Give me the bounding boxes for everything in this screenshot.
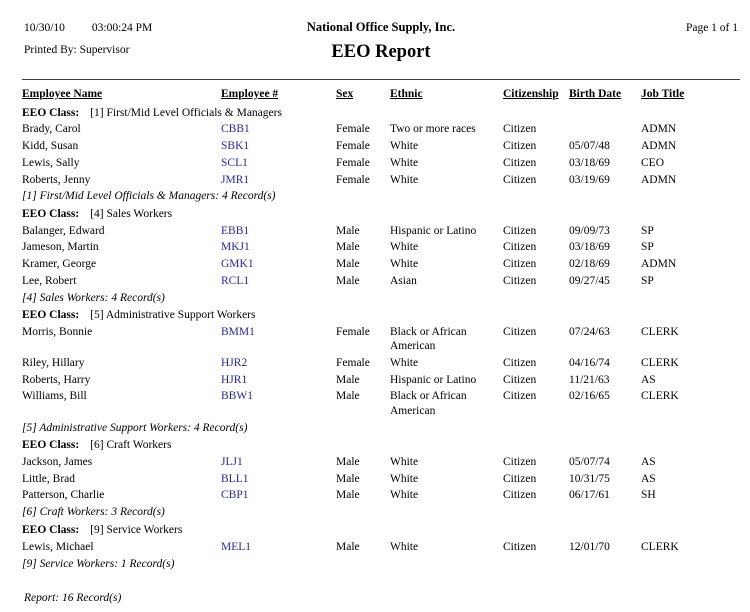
employee-birthdate: 03/19/69 — [569, 173, 610, 186]
employee-birthdate: 07/24/63 — [569, 326, 610, 339]
employee-citizenship: Citizen — [503, 357, 537, 370]
employee-ethnic: White — [390, 540, 419, 553]
col-header-citizenship: Citizenship — [503, 88, 559, 100]
employee-sex: Female — [336, 156, 370, 169]
employee-jobtitle: CEO — [641, 156, 664, 169]
employee-sex: Female — [336, 326, 370, 339]
employee-row — [22, 487, 740, 504]
employee-jobtitle: ADMN — [641, 173, 677, 186]
employee-name: Jameson, Martin — [22, 241, 99, 254]
employee-row — [22, 454, 740, 471]
report-total-summary: Report: 16 Record(s) — [24, 592, 122, 605]
eeo-class-name: [5] Administrative Support Workers — [90, 309, 256, 322]
employee-ethnic: Asian — [390, 274, 417, 287]
printed-by-value: Supervisor — [79, 44, 130, 56]
employee-sex: Female — [336, 357, 370, 370]
report-header — [22, 0, 740, 80]
employee-birthdate: 02/16/65 — [569, 390, 610, 403]
employee-citizenship: Citizen — [503, 489, 537, 502]
employee-ethnic: White — [390, 241, 419, 254]
employee-row — [22, 273, 740, 290]
employee-number-link[interactable]: JLJ1 — [221, 455, 243, 468]
employee-sex: Female — [336, 123, 370, 136]
eeo-class-label: EEO Class: — [22, 106, 80, 119]
employee-name: Lee, Robert — [22, 274, 77, 287]
employee-row — [22, 355, 740, 372]
eeo-class-label: EEO Class: — [22, 523, 80, 536]
employee-number-link[interactable]: MEL1 — [221, 540, 252, 553]
employee-birthdate: 04/16/74 — [569, 357, 610, 370]
employee-number-link[interactable]: GMK1 — [221, 258, 254, 271]
employee-ethnic: White — [390, 258, 419, 271]
employee-birthdate: 12/01/70 — [569, 540, 610, 553]
employee-citizenship: Citizen — [503, 258, 537, 271]
employee-name: Lewis, Michael — [22, 540, 94, 553]
employee-jobtitle: AS — [641, 455, 656, 468]
employee-citizenship: Citizen — [503, 140, 537, 153]
col-header-employee-name: Employee Name — [22, 88, 103, 100]
employee-citizenship: Citizen — [503, 390, 537, 403]
employee-birthdate: 05/07/74 — [569, 455, 610, 468]
eeo-class-label: EEO Class: — [22, 309, 80, 322]
employee-name: Riley, Hillary — [22, 357, 85, 370]
employee-row — [22, 256, 740, 273]
employee-citizenship: Citizen — [503, 123, 537, 136]
eeo-class-label: EEO Class: — [22, 438, 80, 451]
print-time: 03:00:24 PM — [91, 22, 153, 34]
employee-jobtitle: CLERK — [641, 390, 679, 403]
employee-sex: Male — [336, 472, 360, 485]
col-header-sex: Sex — [336, 88, 354, 100]
page-title: EEO Report — [331, 42, 431, 62]
section-summary: [9] Service Workers: 1 Record(s) — [22, 557, 175, 570]
employee-number-link[interactable]: HJR2 — [221, 357, 248, 370]
company-name: National Office Supply, Inc. — [306, 20, 456, 34]
section-summary: [4] Sales Workers: 4 Record(s) — [22, 291, 165, 304]
section-summary-row — [22, 504, 740, 521]
employee-name: Lewis, Sally — [22, 156, 80, 169]
employee-sex: Male — [336, 489, 360, 502]
employee-ethnic: White — [390, 140, 419, 153]
printed-by-label: Printed By: — [24, 44, 77, 56]
employee-ethnic: White — [390, 173, 419, 186]
col-header-jobtitle: Job Title — [641, 88, 685, 100]
employee-number-link[interactable]: JMR1 — [221, 173, 250, 186]
employee-number-link[interactable]: MKJ1 — [221, 241, 250, 254]
employee-citizenship: Citizen — [503, 156, 537, 169]
section-summary-row — [22, 289, 740, 306]
employee-birthdate — [569, 121, 641, 138]
eeo-class-row — [22, 205, 740, 222]
employee-jobtitle: AS — [641, 373, 656, 386]
employee-row — [22, 155, 740, 172]
employee-row — [22, 223, 740, 240]
employee-birthdate: 09/09/73 — [569, 224, 610, 237]
employee-row — [22, 121, 740, 138]
employee-birthdate: 09/27/45 — [569, 274, 610, 287]
employee-ethnic: Hispanic or Latino — [390, 224, 477, 237]
employee-jobtitle: AS — [641, 472, 656, 485]
employee-row — [22, 372, 740, 389]
employee-jobtitle: ADMN — [641, 123, 677, 136]
employee-birthdate: 10/31/75 — [569, 472, 610, 485]
employee-birthdate: 11/21/63 — [569, 373, 610, 386]
employee-number-link[interactable]: CBP1 — [221, 489, 249, 502]
eeo-class-name: [9] Service Workers — [90, 523, 183, 536]
employee-jobtitle: CLERK — [641, 357, 679, 370]
table-header-row — [22, 85, 740, 104]
employee-name: Balanger, Edward — [22, 224, 105, 237]
employee-name: Little, Brad — [22, 472, 76, 485]
employee-number-link[interactable]: HJR1 — [221, 373, 248, 386]
employee-jobtitle: SP — [641, 224, 654, 237]
print-date: 10/30/10 — [24, 22, 65, 34]
employee-number-link[interactable]: RCL1 — [221, 274, 250, 287]
employee-name: Kidd, Susan — [22, 140, 79, 153]
employee-jobtitle: SH — [641, 489, 656, 502]
employee-jobtitle: ADMN — [641, 140, 677, 153]
report-table-body — [22, 104, 740, 572]
section-summary: [6] Craft Workers: 3 Record(s) — [22, 506, 165, 519]
employee-sex: Male — [336, 390, 360, 403]
employee-number-link[interactable]: BMM1 — [221, 326, 255, 339]
section-summary: [5] Administrative Support Workers: 4 Record(s) — [22, 421, 248, 434]
section-summary-row — [22, 188, 740, 205]
employee-jobtitle: CLERK — [641, 326, 679, 339]
employee-citizenship: Citizen — [503, 472, 537, 485]
employee-birthdate: 03/18/69 — [569, 156, 610, 169]
employee-number-link[interactable]: EBB1 — [221, 224, 250, 237]
employee-citizenship: Citizen — [503, 540, 537, 553]
page-indicator: Page 1 of 1 — [685, 22, 738, 34]
section-summary-row — [22, 555, 740, 572]
employee-citizenship: Citizen — [503, 326, 537, 339]
employee-sex: Male — [336, 258, 360, 271]
employee-citizenship: Citizen — [503, 373, 537, 386]
employee-row — [22, 388, 740, 419]
eeo-class-row — [22, 307, 740, 324]
employee-jobtitle: CLERK — [641, 540, 679, 553]
employee-sex: Male — [336, 540, 360, 553]
employee-citizenship: Citizen — [503, 455, 537, 468]
employee-birthdate: 06/17/61 — [569, 489, 610, 502]
employee-birthdate: 05/07/48 — [569, 140, 610, 153]
employee-citizenship: Citizen — [503, 274, 537, 287]
employee-ethnic: Black or African American — [390, 390, 467, 417]
employee-row — [22, 470, 740, 487]
employee-citizenship: Citizen — [503, 224, 537, 237]
employee-row — [22, 239, 740, 256]
employee-name: Kramer, George — [22, 258, 97, 271]
employee-name: Roberts, Harry — [22, 373, 91, 386]
employee-ethnic: Black or African American — [390, 326, 467, 353]
employee-row — [22, 171, 740, 188]
employee-sex: Male — [336, 224, 360, 237]
employee-name: Brady, Carol — [22, 123, 81, 136]
employee-number-link[interactable]: CBB1 — [221, 123, 250, 136]
employee-sex: Male — [336, 455, 360, 468]
eeo-class-row — [22, 521, 740, 538]
employee-name: Morris, Bonnie — [22, 326, 93, 339]
employee-ethnic: White — [390, 357, 419, 370]
employee-sex: Male — [336, 274, 360, 287]
employee-citizenship: Citizen — [503, 241, 537, 254]
section-summary: [1] First/Mid Level Officials & Managers: 4 Record(s) — [22, 190, 276, 203]
col-header-employee-number: Employee # — [221, 88, 279, 100]
employee-ethnic: White — [390, 156, 419, 169]
eeo-table — [22, 85, 740, 572]
col-header-ethnic: Ethnic — [390, 88, 423, 100]
employee-number-link[interactable]: BBW1 — [221, 390, 253, 403]
employee-ethnic: White — [390, 455, 419, 468]
employee-row — [22, 138, 740, 155]
employee-birthdate: 03/18/69 — [569, 241, 610, 254]
employee-sex: Male — [336, 241, 360, 254]
employee-ethnic: White — [390, 472, 419, 485]
employee-jobtitle: SP — [641, 241, 654, 254]
employee-citizenship: Citizen — [503, 173, 537, 186]
employee-name: Patterson, Charlie — [22, 489, 105, 502]
employee-birthdate: 02/18/69 — [569, 258, 610, 271]
eeo-class-row — [22, 436, 740, 453]
col-header-birthdate: Birth Date — [569, 88, 622, 100]
section-summary-row — [22, 419, 740, 436]
report-title-block — [22, 20, 740, 63]
employee-jobtitle: ADMN — [641, 258, 677, 271]
employee-name: Williams, Bill — [22, 390, 87, 403]
employee-ethnic: Two or more races — [390, 123, 476, 136]
eeo-class-name: [4] Sales Workers — [90, 207, 173, 220]
eeo-class-name: [6] Craft Workers — [90, 438, 172, 451]
eeo-class-label: EEO Class: — [22, 207, 80, 220]
employee-ethnic: Hispanic or Latino — [390, 373, 477, 386]
employee-sex: Male — [336, 373, 360, 386]
employee-number-link[interactable]: SBK1 — [221, 140, 250, 153]
employee-sex: Female — [336, 140, 370, 153]
employee-row — [22, 324, 740, 355]
employee-name: Jackson, James — [22, 455, 93, 468]
employee-number-link[interactable]: SCL1 — [221, 156, 248, 169]
employee-name: Roberts, Jenny — [22, 173, 91, 186]
employee-number-link[interactable]: BLL1 — [221, 472, 249, 485]
eeo-class-row — [22, 104, 740, 121]
employee-ethnic: White — [390, 489, 419, 502]
employee-row — [22, 538, 740, 555]
eeo-class-name: [1] First/Mid Level Officials & Managers — [90, 106, 282, 119]
employee-sex: Female — [336, 173, 370, 186]
employee-jobtitle: SP — [641, 274, 654, 287]
